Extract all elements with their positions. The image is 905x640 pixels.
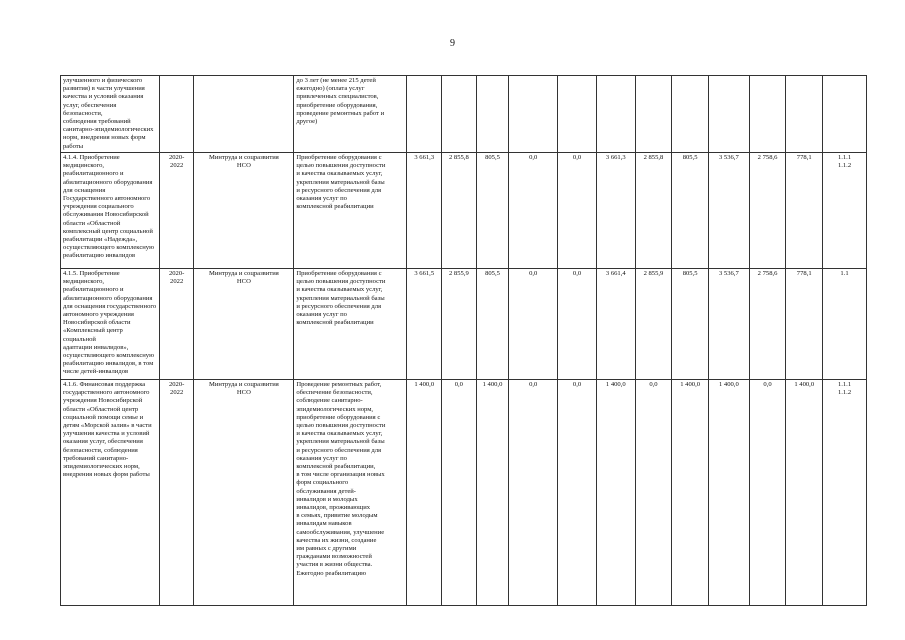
measure-name-cell: 4.1.5. Приобретение медицинского, реабилитационного и абилитационного оборудования для оснащения государственного автономного учреждения Новосибирской области «Комплексный центр социальной адаптации инвалидов», осуществляющего комплексную реабилитацию инвалидов, в том числе детей-инвалидов bbox=[61, 269, 160, 380]
value-cell bbox=[596, 76, 635, 153]
measure-name-cell: 4.1.4. Приобретение медицинского, реабилитационного и абилитационного оборудования для оснащения Государственного автономного учреждения социального обслуживания Новосибирской области «Областной комплексный центр социальной реабилитации «Надежда», осуществляющего комплексную реабилитацию инвалидов bbox=[61, 153, 160, 269]
indicator-ref-cell: 1.1.1 1.1.2 bbox=[823, 153, 867, 269]
value-cell bbox=[749, 76, 786, 153]
table-row bbox=[61, 269, 867, 380]
table-row bbox=[61, 153, 867, 269]
value-cell bbox=[558, 76, 597, 153]
value-cell: 1 400,0 bbox=[596, 380, 635, 606]
value-cell: 778,1 bbox=[786, 153, 823, 269]
indicator-ref-cell bbox=[823, 76, 867, 153]
value-cell: 3 661,5 bbox=[407, 269, 442, 380]
period-cell: 2020- 2022 bbox=[159, 153, 194, 269]
executor-cell: Минтруда и соцразвития НСО bbox=[194, 269, 294, 380]
value-cell: 0,0 bbox=[558, 153, 597, 269]
page-number: 9 bbox=[450, 38, 455, 49]
indicator-ref-cell: 1.1 bbox=[823, 269, 867, 380]
value-cell: 0,0 bbox=[509, 380, 558, 606]
period-cell: 2020- 2022 bbox=[159, 269, 194, 380]
indicator-ref-cell: 1.1.1 1.1.2 bbox=[823, 380, 867, 606]
value-cell: 1 400,0 bbox=[708, 380, 749, 606]
value-cell: 2 758,6 bbox=[749, 153, 786, 269]
description-cell: до 3 лет (не менее 215 детей ежегодно) (оплата услуг привлеченных специалистов, приобретение оборудования, проведение ремонтных работ и другое) bbox=[294, 76, 407, 153]
value-cell bbox=[708, 76, 749, 153]
value-cell: 805,5 bbox=[476, 269, 509, 380]
value-cell: 805,5 bbox=[476, 153, 509, 269]
period-cell: 2020- 2022 bbox=[159, 380, 194, 606]
value-cell bbox=[509, 76, 558, 153]
value-cell: 805,5 bbox=[672, 153, 709, 269]
period-cell bbox=[159, 76, 194, 153]
measure-name-cell: улучшенного и физического развития) в части улучшения качества и условий оказания услуг, обеспечения безопасности, соблюдения требований санитарно-эпидемиологических норм, внедрения новых форм работы bbox=[61, 76, 160, 153]
value-cell: 1 400,0 bbox=[476, 380, 509, 606]
measure-name-cell: 4.1.6. Финансовая поддержка государственного автономного учреждения Новосибирской области «Областной центр социальной помощи семье и детям «Морской залив» в части улучшения качества и условий оказания услуг, обеспечения безопасности, соблюдения требований санитарно- эпидемиологических норм, внедрения новых форм работы bbox=[61, 380, 160, 606]
value-cell: 0,0 bbox=[509, 269, 558, 380]
table-row bbox=[61, 76, 867, 153]
value-cell bbox=[407, 76, 442, 153]
value-cell: 0,0 bbox=[635, 380, 672, 606]
executor-cell bbox=[194, 76, 294, 153]
table-row bbox=[61, 380, 867, 606]
value-cell: 0,0 bbox=[558, 380, 597, 606]
value-cell bbox=[786, 76, 823, 153]
value-cell: 2 855,9 bbox=[442, 269, 477, 380]
value-cell: 0,0 bbox=[509, 153, 558, 269]
value-cell: 0,0 bbox=[558, 269, 597, 380]
description-cell: Приобретение оборудования с целью повышения доступности и качества оказываемых услуг, укрепления материальной базы и ресурсного обеспечения для оказания услуг по комплексной реабилитации bbox=[294, 269, 407, 380]
description-cell: Приобретение оборудования с целью повышения доступности и качества оказываемых услуг, укрепления материальной базы и ресурсного обеспечения для оказания услуг по комплексной реабилитации bbox=[294, 153, 407, 269]
value-cell: 1 400,0 bbox=[407, 380, 442, 606]
value-cell bbox=[442, 76, 477, 153]
value-cell: 2 855,8 bbox=[442, 153, 477, 269]
value-cell: 3 661,4 bbox=[596, 269, 635, 380]
value-cell: 2 855,9 bbox=[635, 269, 672, 380]
description-cell: Проведение ремонтных работ, обеспечение безопасности, соблюдение санитарно- эпидемиологических норм, приобретение оборудования с целью повышения доступности и качества оказываемых услуг, укрепления материальной базы и ресурсного обеспечения для оказания услуг по комплексной реабилитации, в том числе организация новых форм социального обслуживания детей- инвалидов и молодых инвалидов, проживающих в семьях, привитие молодым инвалидам навыков самообслуживания, улучшение качества их жизни, создание им равных с другими гражданами возможностей участия в жизни общества. Ежегодно реабилитацию bbox=[294, 380, 407, 606]
value-cell bbox=[476, 76, 509, 153]
executor-cell: Минтруда и соцразвития НСО bbox=[194, 153, 294, 269]
value-cell: 3 536,7 bbox=[708, 153, 749, 269]
executor-cell: Минтруда и соцразвития НСО bbox=[194, 380, 294, 606]
value-cell: 1 400,0 bbox=[786, 380, 823, 606]
value-cell: 3 661,3 bbox=[596, 153, 635, 269]
value-cell: 0,0 bbox=[442, 380, 477, 606]
value-cell: 2 758,6 bbox=[749, 269, 786, 380]
value-cell: 3 661,3 bbox=[407, 153, 442, 269]
value-cell: 0,0 bbox=[749, 380, 786, 606]
value-cell bbox=[635, 76, 672, 153]
value-cell bbox=[672, 76, 709, 153]
value-cell: 3 536,7 bbox=[708, 269, 749, 380]
value-cell: 778,1 bbox=[786, 269, 823, 380]
value-cell: 1 400,0 bbox=[672, 380, 709, 606]
value-cell: 2 855,8 bbox=[635, 153, 672, 269]
value-cell: 805,5 bbox=[672, 269, 709, 380]
program-table bbox=[60, 75, 867, 606]
